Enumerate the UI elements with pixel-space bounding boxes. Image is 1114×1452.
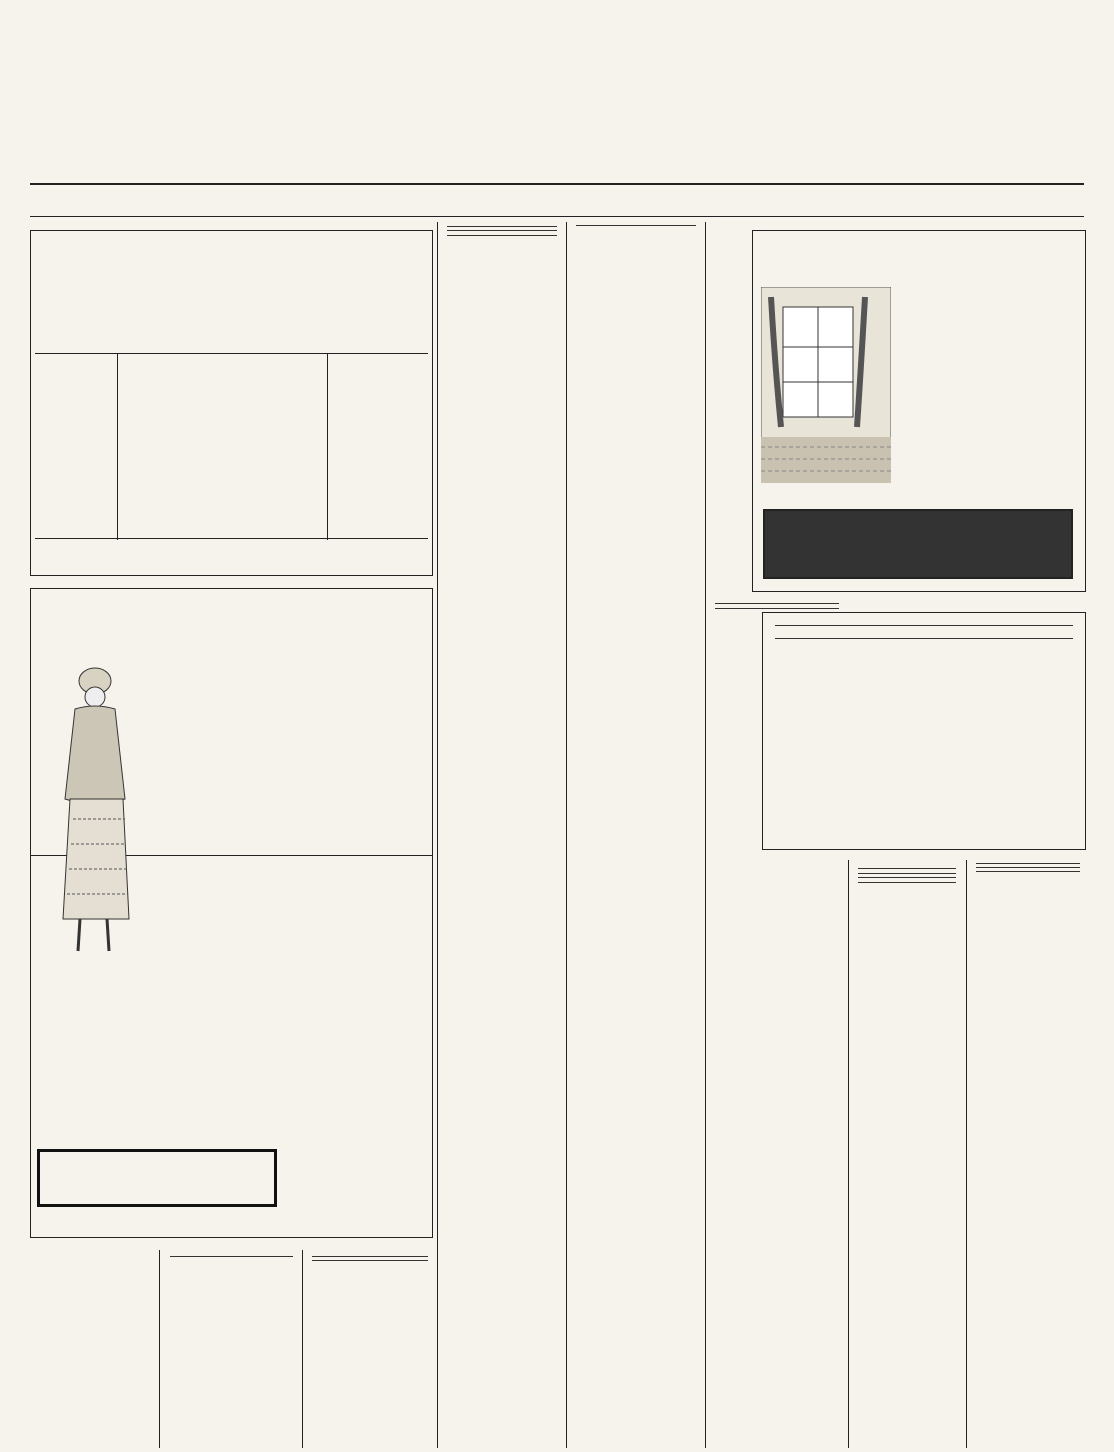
divider xyxy=(775,625,1073,626)
col-rule xyxy=(566,222,567,1448)
col-rule xyxy=(848,860,849,1448)
divider xyxy=(976,867,1080,868)
grid-divider-left xyxy=(117,354,118,540)
newspaper-title xyxy=(40,44,1080,174)
london-directory-column xyxy=(970,860,1086,1448)
divider xyxy=(312,1256,428,1257)
divider xyxy=(858,882,956,883)
col-rule xyxy=(705,222,706,1448)
divider xyxy=(312,1260,428,1261)
store-hours xyxy=(293,1149,423,1155)
divider xyxy=(447,230,557,231)
directory-column xyxy=(570,222,702,1448)
premier-drapery-logo xyxy=(37,1149,277,1207)
rule-bottom xyxy=(30,216,1084,217)
rule-top xyxy=(30,183,1084,185)
ross-logo xyxy=(763,509,1073,579)
dateline xyxy=(30,193,1084,215)
divider xyxy=(858,873,956,874)
divider xyxy=(170,1256,293,1257)
divider xyxy=(858,868,956,869)
speirs-ad xyxy=(762,612,1086,850)
divider xyxy=(715,603,839,604)
divider xyxy=(858,877,956,878)
col-rule xyxy=(302,1250,303,1448)
divider xyxy=(447,226,557,227)
divider xyxy=(715,608,839,609)
masthead-top xyxy=(30,8,1094,34)
divider xyxy=(775,638,1073,639)
carpets-copy xyxy=(897,287,1077,290)
woman-illustration xyxy=(45,659,135,959)
divider xyxy=(976,863,1080,864)
col-rule xyxy=(966,860,967,1448)
grid-divider-right xyxy=(327,354,328,540)
carpets-ad xyxy=(752,230,1086,592)
podmore-ad xyxy=(306,1252,434,1447)
divider xyxy=(576,225,696,226)
room-illustration xyxy=(761,287,891,483)
drapery-ad xyxy=(30,588,433,1238)
john-walls-ad xyxy=(30,1252,156,1447)
divider xyxy=(447,235,557,236)
mail-motor-ad xyxy=(164,1252,299,1447)
levin-kiwi-column xyxy=(852,860,962,1448)
divider xyxy=(976,871,1080,872)
col-rule xyxy=(159,1250,160,1448)
robertsons-ad xyxy=(30,230,433,576)
news-column xyxy=(441,222,563,1448)
col-rule xyxy=(437,222,438,1448)
price-grid xyxy=(35,353,428,539)
